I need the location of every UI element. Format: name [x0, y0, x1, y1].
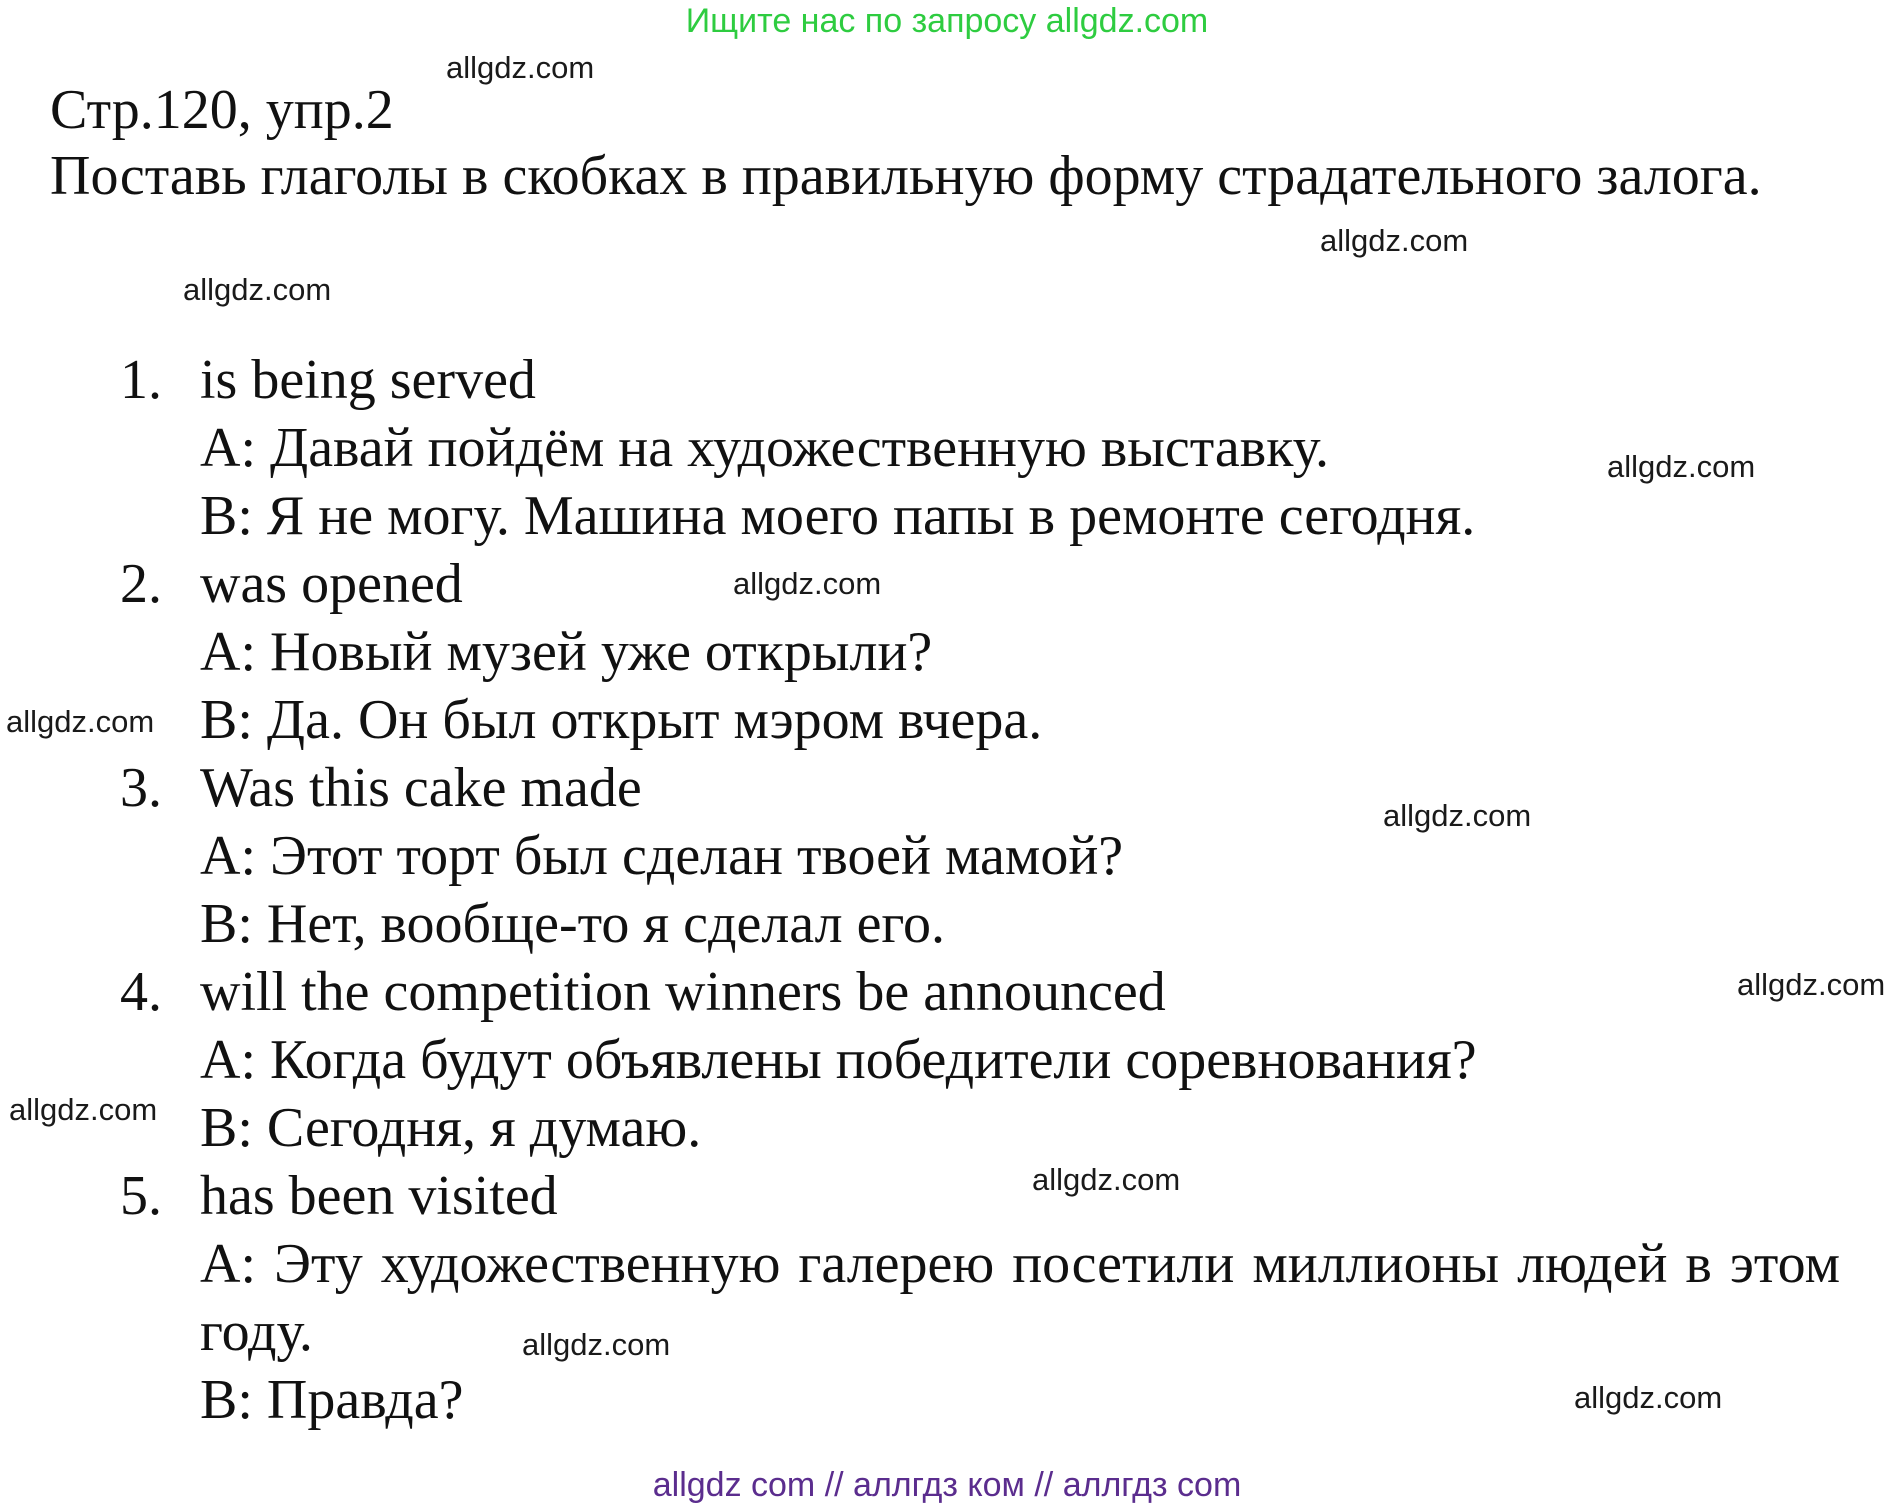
task-instruction: Поставь глаголы в скобках в правильную форму страдательного залога. — [50, 145, 1762, 207]
dialogue-line: B: Да. Он был открыт мэром вчера. — [200, 689, 1043, 751]
dialogue-line: B: Правда? — [200, 1369, 464, 1431]
dialogue-line: B: Сегодня, я думаю. — [200, 1097, 702, 1159]
item-number: 2. — [120, 553, 162, 615]
bottom-banner-link[interactable]: allgdz com // аллгдз ком // аллгдз com — [652, 1466, 1242, 1504]
item-answer: will the competition winners be announced — [200, 961, 1166, 1023]
watermark: allgdz.com — [733, 566, 882, 601]
list-item — [120, 754, 1840, 958]
watermark: allgdz.com — [1383, 798, 1532, 833]
page-heading: Стр.120, упр.2 — [50, 79, 394, 141]
answer-list — [120, 346, 1840, 1434]
dialogue-line: A: Этот торт был сделан твоей мамой? — [200, 825, 1124, 887]
watermark: allgdz.com — [1032, 1162, 1181, 1197]
dialogue-line: B: Я не могу. Машина моего папы в ремонте сегодня. — [200, 485, 1476, 547]
watermark: allgdz.com — [1737, 967, 1886, 1002]
item-number: 5. — [120, 1165, 162, 1227]
list-item — [120, 346, 1840, 550]
item-answer: was opened — [200, 553, 463, 615]
item-answer: is being served — [200, 349, 536, 411]
top-banner-link[interactable]: Ищите нас по запросу allgdz.com — [685, 2, 1209, 40]
list-item — [120, 958, 1840, 1162]
watermark: allgdz.com — [1574, 1380, 1723, 1415]
item-number: 3. — [120, 757, 162, 819]
dialogue-line: A: Новый музей уже открыли? — [200, 621, 933, 683]
watermark: allgdz.com — [183, 272, 332, 307]
document-body — [50, 78, 1840, 210]
item-number: 1. — [120, 349, 162, 411]
list-item — [120, 550, 1840, 754]
dialogue-line: A: Когда будут объявлены победители соревнования? — [200, 1029, 1477, 1091]
watermark: allgdz.com — [522, 1327, 671, 1362]
item-answer: Was this cake made — [200, 757, 642, 819]
dialogue-line: A: Эту художественную галерею посетили миллионы людей в этом году. — [200, 1233, 1840, 1363]
watermark: allgdz.com — [446, 50, 595, 85]
dialogue-line: B: Нет, вообще-то я сделал его. — [200, 893, 946, 955]
item-number: 4. — [120, 961, 162, 1023]
watermark: allgdz.com — [6, 704, 155, 739]
watermark: allgdz.com — [1320, 223, 1469, 258]
watermark: allgdz.com — [9, 1092, 158, 1127]
dialogue-line: A: Давай пойдём на художественную выставку. — [200, 417, 1330, 479]
item-answer: has been visited — [200, 1165, 558, 1227]
watermark: allgdz.com — [1607, 449, 1756, 484]
